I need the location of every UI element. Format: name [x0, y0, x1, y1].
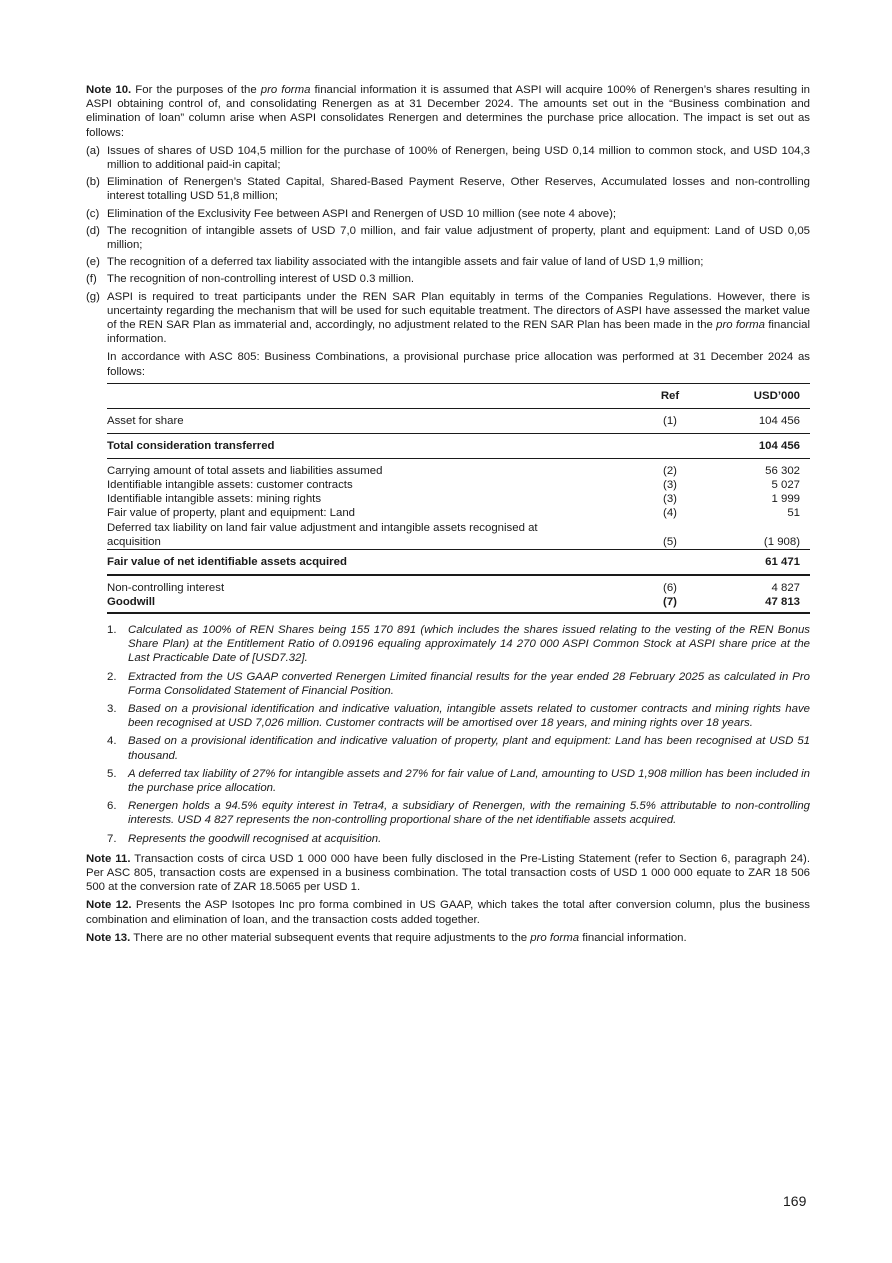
row-ref: (4) [663, 507, 677, 520]
row-label: Identifiable intangible assets: mining rights [107, 493, 322, 506]
footnote-text: Based on a provisional identification and indicative valuation, intangible assets related to customer contracts and mining rights have been recognised at USD 7,026 million. Customer contracts will be amortised over 18 years, and mining rights over 18 years. [128, 703, 810, 730]
impact-item-c [86, 207, 810, 221]
impact-item-b [86, 175, 810, 203]
note-11-label: Note 11. [86, 852, 131, 865]
table-footnotes [107, 623, 810, 846]
footnote-6 [107, 799, 810, 827]
row-ref [635, 433, 705, 458]
row-label [107, 521, 635, 550]
impact-item-e [86, 255, 810, 269]
note-10-text-pre: For the purposes of the [135, 84, 257, 96]
row-value: 104 456 [705, 433, 810, 458]
impact-item-a [86, 144, 810, 172]
header-ref: Ref [635, 383, 705, 408]
header-value: USD’000 [705, 383, 810, 408]
impact-item-label: (f) [86, 273, 97, 286]
note-10-text-post: financial information it is assumed that ASPI will acquire 100% of Renergen’s shares resulting in ASPI obtaining control of, and consolidating Renergen as at 31 December 2024. The amounts set out in the “Business combination and elimination of loan” column arise when ASPI consolidates Renergen and determines the purchase price allocation. The impact is set out as follows: [86, 84, 811, 139]
page-number: 169 [783, 1193, 807, 1209]
table-row-fair-value-net-assets [107, 550, 810, 575]
impact-item-d [86, 224, 810, 252]
row-ref: (6) [663, 581, 677, 594]
impact-item-text [107, 290, 810, 347]
row-ref: (2) [663, 464, 677, 477]
table-row [107, 492, 810, 506]
impact-item-text: The recognition of intangible assets of USD 7,0 million, and fair value adjustment of property, plant and equipment: Land of USD 0,05 million; [107, 224, 810, 252]
note-12-text: Presents the ASP Isotopes Inc pro forma combined in US GAAP, which takes the total after conversion column, plus the business combination and elimination of loan, and the transaction costs added together. [86, 899, 810, 926]
row-value: 1 999 [771, 493, 800, 506]
purchase-price-allocation-table [107, 383, 810, 614]
row-label: Fair value of property, plant and equipment: Land [107, 507, 356, 520]
impact-item-text: The recognition of non-controlling interest of USD 0.3 million. [107, 273, 415, 286]
row-label-line1: Deferred tax liability on land fair value adjustment and intangible assets recognised at [107, 521, 538, 534]
footnote-1 [107, 623, 810, 666]
asc-805-intro: In accordance with ASC 805: Business Combinations, a provisional purchase price allocation was performed at 31 December 2024 as follows: [107, 351, 810, 378]
footnote-text: A deferred tax liability of 27% for intangible assets and 27% for fair value of Land, amounting to USD 1,908 million has been included in the purchase price allocation. [128, 767, 810, 795]
footnote-text: Represents the goodwill recognised at acquisition. [128, 832, 382, 845]
footnote-number: 1. [107, 623, 117, 636]
footnote-number: 3. [107, 703, 117, 715]
row-value: (1 908) [763, 535, 800, 548]
note-13-label: Note 13. [86, 931, 131, 944]
note-13-text-post: financial information. [582, 931, 687, 944]
item-g-end: financial information. [107, 319, 810, 346]
table-row-asset-for-share [107, 408, 810, 433]
row-value: 56 302 [765, 464, 800, 477]
note-10-intro [86, 83, 810, 140]
table-row [107, 458, 810, 478]
row-ref: (7) [635, 595, 705, 613]
header-label [107, 383, 635, 408]
row-value: 51 [787, 507, 800, 520]
document-body [86, 83, 810, 949]
table-row-goodwill [107, 595, 810, 613]
table-row-non-controlling-interest [107, 575, 810, 595]
impact-item-label: (a) [86, 144, 100, 157]
footnote-3 [107, 702, 810, 730]
note-11 [86, 852, 810, 895]
footnote-number: 4. [107, 735, 117, 748]
footnote-number: 6. [107, 800, 117, 813]
row-ref: (5) [663, 535, 677, 548]
impact-item-label: (e) [86, 256, 100, 269]
row-ref [635, 550, 705, 575]
footnote-4 [107, 734, 810, 762]
row-value: 4 827 [771, 581, 800, 594]
row-value: 61 471 [705, 550, 810, 575]
table-header-row [107, 383, 810, 408]
row-ref: (3) [663, 493, 677, 506]
note-13-italic: pro forma [530, 931, 580, 944]
note-10-label: Note 10. [86, 84, 132, 96]
impact-item-text: Elimination of Renergen’s Stated Capital, Shared-Based Payment Reserve, Other Reserves, Accumulated losses and non-controlling interest totalling USD 51,8 million; [107, 176, 810, 203]
row-label: Non-controlling interest [107, 581, 225, 594]
note-10-impact-list [86, 144, 810, 347]
impact-item-label: (d) [86, 224, 100, 237]
row-label: Goodwill [107, 595, 635, 613]
row-label: Identifiable intangible assets: customer contracts [107, 479, 353, 492]
impact-item-text: The recognition of a deferred tax liability associated with the intangible assets and fair value of land of USD 1,9 million; [107, 256, 704, 269]
row-label-line2: acquisition [107, 535, 161, 548]
impact-item-f [86, 272, 810, 286]
note-12-label: Note 12. [86, 899, 132, 912]
footnote-2 [107, 670, 810, 698]
row-value: 104 456 [705, 408, 810, 433]
note-12 [86, 898, 810, 926]
footnote-text: Calculated as 100% of REN Shares being 155 170 891 (which includes the shares issued relating to the vesting of the REN Bonus Share Plan) at the Entitlement Ratio of 0.09196 equaling approximately 14 270 000 ASPI Common Stock at ASPI share price at the Last Practicable Date of [USD7.32]. [128, 623, 810, 665]
note-10-italic: pro forma [260, 84, 311, 96]
note-13 [86, 931, 810, 945]
table-row [107, 521, 810, 550]
row-label: Fair value of net identifiable assets acquired [107, 550, 635, 575]
note-11-text: Transaction costs of circa USD 1 000 000 have been fully disclosed in the Pre-Listing Statement (refer to Section 6, paragraph 24). Per ASC 805, transaction costs are expensed in a business combination. The total transaction costs of USD 1 000 000 equate to ZAR 18 506 500 at the conversion rate of ZAR 18.5065 per USD 1. [86, 852, 810, 894]
impact-item-text: Elimination of the Exclusivity Fee between ASPI and Renergen of USD 10 million (see note 4 above); [107, 207, 617, 220]
impact-item-label: (c) [86, 207, 100, 220]
impact-item-g [86, 290, 810, 347]
footnote-number: 7. [107, 832, 117, 845]
footnote-number: 2. [107, 670, 117, 683]
row-value: 5 027 [771, 479, 800, 492]
footnote-text: Renergen holds a 94.5% equity interest in Tetra4, a subsidiary of Renergen, with the remaining 5.5% attributable to non-controlling interests. USD 4 827 represents the non-controlling proportional share of the net identifiable assets acquired. [128, 800, 810, 827]
table-row [107, 478, 810, 492]
row-label: Asset for share [107, 408, 635, 433]
footnote-5 [107, 767, 810, 795]
impact-item-text: Issues of shares of USD 104,5 million for the purchase of 100% of Renergen, being USD 0,14 million to common stock, and USD 104,3 million to additional paid-in capital; [107, 144, 810, 172]
item-g-main: ASPI is required to treat participants under the REN SAR Plan equitably in terms of the Companies Regulations. However, there is uncertainty regarding the mechanism that will be used for such equitable treatment. The directors of ASPI have assessed the market value of the REN SAR Plan as immaterial and, accordingly, no adjustment related to the REN SAR Plan has been made in the [107, 290, 810, 332]
row-ref: (1) [635, 408, 705, 433]
table-row-total-consideration [107, 433, 810, 458]
row-label: Carrying amount of total assets and liabilities assumed [107, 464, 383, 477]
row-label: Total consideration transferred [107, 433, 635, 458]
table-row [107, 506, 810, 520]
item-g-italic: pro forma [716, 319, 765, 332]
impact-item-label: (g) [86, 290, 100, 303]
row-ref: (3) [663, 479, 677, 492]
footnote-text: Extracted from the US GAAP converted Renergen Limited financial results for the year ended 28 February 2025 as calculated in Pro Forma Consolidated Statement of Financial Position. [128, 670, 810, 697]
impact-item-label: (b) [86, 176, 100, 189]
footnote-text: Based on a provisional identification and indicative valuation of property, plant and equipment: Land has been recognised at USD 51 thousand. [128, 735, 810, 762]
footnote-7 [107, 832, 810, 846]
row-value: 47 813 [705, 595, 810, 613]
note-13-text-pre: There are no other material subsequent events that require adjustments to the [133, 931, 528, 944]
footnote-number: 5. [107, 767, 117, 780]
